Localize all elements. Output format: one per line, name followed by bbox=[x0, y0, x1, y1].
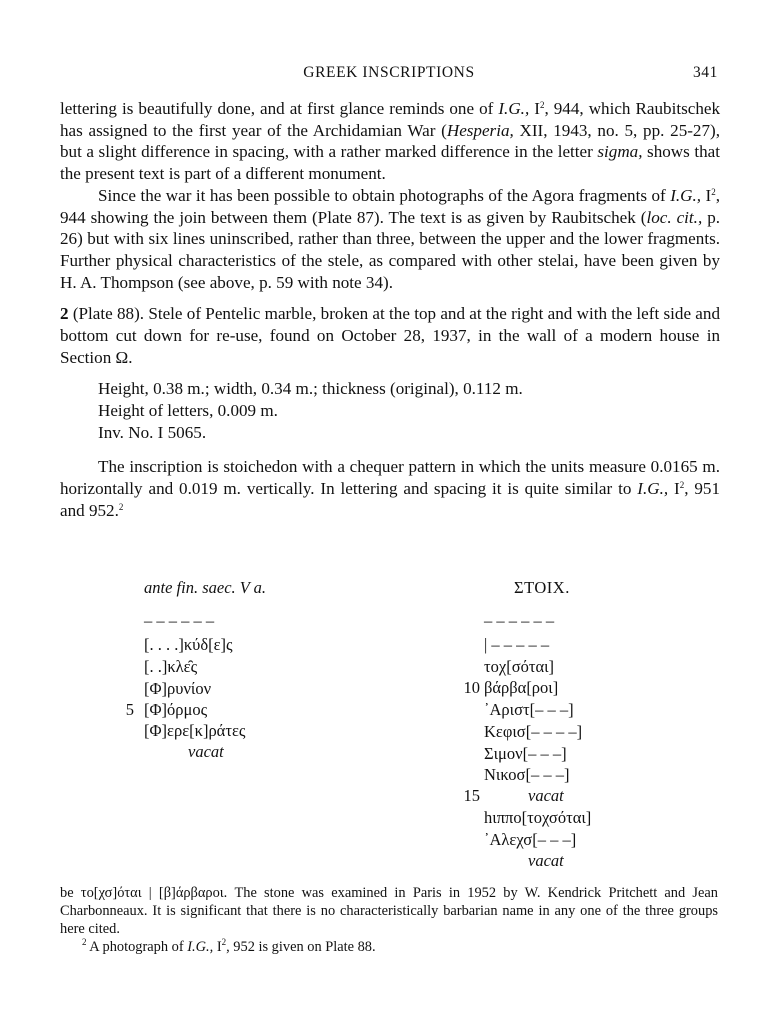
measurements bbox=[98, 378, 720, 444]
inscription-line: 15 vacat bbox=[450, 785, 720, 807]
inscription-line: Νικοσ[– – –] bbox=[484, 765, 570, 784]
line-number: 15 bbox=[463, 786, 480, 805]
inscription-line: [Φ]ερε[κ]ράτες bbox=[144, 721, 246, 740]
running-title: GREEK INSCRIPTIONS bbox=[303, 64, 475, 81]
inscription-text bbox=[60, 578, 720, 878]
inscription-vacat: vacat bbox=[188, 742, 224, 761]
stoichedon-heading: ΣΤΟΙΧ. bbox=[514, 578, 570, 597]
inscription-line: 10 βάρβα[ροι] bbox=[450, 677, 720, 699]
inscription-vacat: vacat bbox=[528, 851, 564, 870]
footnote-continuation: be το[χσ]όται | [β]άρβαροι. The stone was examined in Paris in 1952 by W. Kendrick Pritchett and Jean Charbonneaux. It is significant that there is no characteristically barbarian name in any one of the three groups here cited. bbox=[60, 885, 718, 937]
inscription-line: – – – – – – bbox=[144, 611, 215, 630]
inscription-line: | – – – – – bbox=[484, 635, 550, 654]
inscription-line: τοχ[σόται] bbox=[484, 657, 555, 676]
inscription-line: Κεφισ[– – – –] bbox=[484, 722, 583, 741]
inscription-line: [. . . .]κύδ[ε]ς bbox=[144, 635, 233, 654]
inscription-line: ᾿Αλεχσ[– – –] bbox=[484, 830, 577, 849]
page-number: 341 bbox=[692, 64, 718, 81]
inscription-line: [. .]κλε̑ς bbox=[144, 657, 198, 676]
paragraph-continuation: lettering is beautifully done, and at first glance reminds one of I.G., $I^2$, 944, which Raubitschek has assigned to the first year of the Archidamian War (Hesperia, XII, 1943, no. 5, pp. 25-27), but a slight difference in spacing, with a rather marked difference in the letter sigma, shows that the present text is part of a different monument. bbox=[60, 99, 720, 184]
line-number: 10 bbox=[463, 678, 480, 697]
measurement-dimensions: Height, 0.38 m.; width, 0.34 m.; thickness (original), 0.112 m. bbox=[98, 379, 523, 399]
inscription-line: ᾿Αριστ[– – –] bbox=[484, 700, 574, 719]
entry-number: 2 bbox=[60, 304, 69, 324]
entry-2-description: 2 (Plate 88). Stele of Pentelic marble, broken at the top and at the right and with the left side and bottom cut down for re-use, found on October 28, 1937, in the wall of a modern house in Section Ω. bbox=[60, 304, 720, 367]
inscription-line: [Φ]ρυνίον bbox=[144, 679, 212, 698]
date-heading: ante fin. saec. V a. bbox=[144, 578, 267, 597]
citation-ig: I.G., bbox=[670, 185, 702, 205]
citation-ig: I.G., bbox=[498, 99, 530, 118]
paragraph-stoichedon: The inscription is stoichedon with a chequer pattern in which the units measure 0.0165 m. horizontally and 0.019 m. vertically. In lettering and spacing it is quite similar to I.G., $I^2$, 951 and 952.$^2$ bbox=[60, 457, 720, 520]
footnotes bbox=[60, 884, 718, 956]
measurement-inventory: Inv. No. I 5065. bbox=[98, 423, 207, 443]
inscription-line: – – – – – – bbox=[484, 611, 555, 630]
term-sigma: sigma, bbox=[597, 142, 643, 162]
inscription-line: Σιμον[– – –] bbox=[484, 744, 567, 763]
inscription-line: 5 [Φ]όρμος bbox=[60, 699, 360, 721]
line-number: 5 bbox=[125, 700, 134, 719]
citation-loc-cit: loc. cit., bbox=[646, 207, 703, 227]
inscription-line: hιππο[τοχσόται] bbox=[484, 808, 592, 827]
paragraph-photographs: Since the war it has been possible to obtain photographs of the Agora fragments of I.G., $I^2$, 944 showing the join between them (Plate 87). The text is as given by Raubitschek (loc. cit., p. 26) but with six lines uninscribed, rather than three, between the upper and the lower fragments. Further physical characteristics of the stele, as compared with other stelai, have been given by H. A. Thompson (see above, p. 59 with note 34). bbox=[60, 185, 721, 292]
citation-hesperia: Hesperia, bbox=[446, 120, 514, 140]
measurement-letter-height: Height of letters, 0.009 m. bbox=[98, 401, 278, 421]
footnote-ref: 2 bbox=[118, 501, 124, 512]
footnote-marker: 2 bbox=[82, 937, 87, 947]
footnote-2: $^2$ A photograph of I.G., $I^2$, 952 is given on Plate 88. bbox=[82, 937, 376, 955]
citation-ig: I.G., bbox=[637, 479, 669, 499]
citation-ig: I.G., bbox=[187, 939, 214, 955]
body-text bbox=[60, 98, 720, 522]
